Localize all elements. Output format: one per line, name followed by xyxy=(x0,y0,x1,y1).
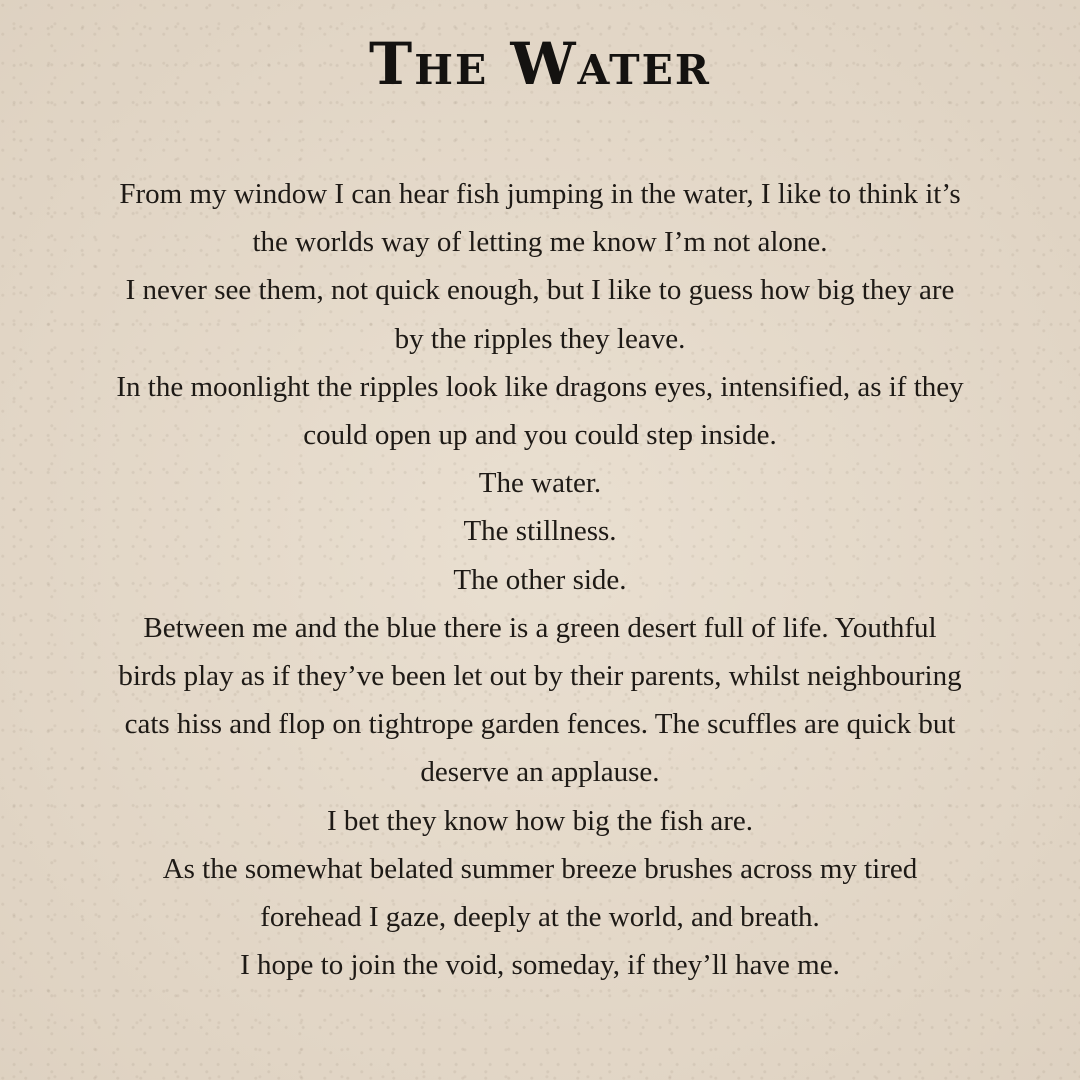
poem-line: I hope to join the void, someday, if they’ll have me. xyxy=(240,949,840,982)
poem-line: by the ripples they leave. xyxy=(394,322,686,355)
poem-line: the worlds way of letting me know I’m not alone. xyxy=(252,226,828,259)
poem-line: The water. xyxy=(478,467,602,500)
poem-line: From my window I can hear fish jumping in the water, I like to think it’s xyxy=(119,178,961,210)
poem-line: The other side. xyxy=(453,563,627,596)
poem-line: Between me and the blue there is a green desert full of life. Youthful xyxy=(143,611,937,644)
poem-line: The stillness. xyxy=(463,515,617,548)
poem-line: I bet they know how big the fish are. xyxy=(326,804,754,837)
poem-line: As the somewhat belated summer breeze brushes across my tired xyxy=(162,852,918,885)
poem-line: deserve an applause. xyxy=(420,756,660,789)
poem-line: forehead I gaze, deeply at the world, and breath. xyxy=(260,901,820,934)
poem-title: The Water xyxy=(369,30,711,98)
poem-line: In the moonlight the ripples look like dragons eyes, intensified, as if they xyxy=(116,370,964,403)
poem-line: could open up and you could step inside. xyxy=(303,419,777,452)
poem-line: I never see them, not quick enough, but I like to guess how big they are xyxy=(125,274,955,307)
poem-line: cats hiss and flop on tightrope garden fences. The scuffles are quick but xyxy=(124,708,956,741)
poem-line: birds play as if they’ve been let out by their parents, whilst neighbouring xyxy=(118,660,962,693)
poem-body xyxy=(60,170,1020,989)
